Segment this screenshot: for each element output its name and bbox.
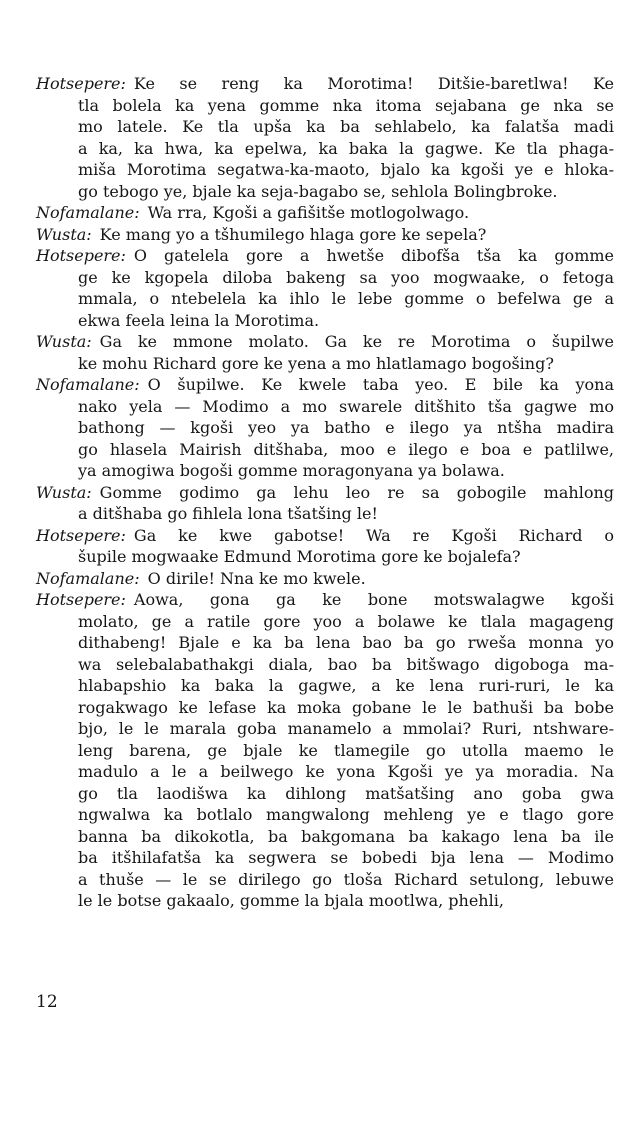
text-line	[36, 826, 614, 848]
text-line	[36, 202, 614, 224]
speaker-name: Nofamalane:	[36, 375, 140, 394]
line-text: ya amogiwa bogoši gomme moragonyana ya bolawa.	[78, 461, 505, 480]
line-text: dithabeng! Bjale e ka ba lena bao ba go rweša monna yo	[78, 633, 614, 652]
text-line	[36, 460, 614, 482]
line-text: miša Morotima segatwa-ka-maoto, bjalo ka kgoši ye e hloka-	[78, 160, 614, 179]
line-text: mo latele. Ke tla upša ka ba sehlabelo, ka falatša madi	[78, 117, 614, 136]
line-text: le le botse gakaalo, gomme la bjala mootlwa, phehli,	[78, 891, 504, 910]
text-line	[36, 589, 614, 611]
text-line	[36, 310, 614, 332]
text-line	[36, 245, 614, 267]
line-text: Gomme godimo ga lehu leo re sa gobogile mahlong	[99, 482, 614, 502]
text-line	[36, 181, 614, 203]
line-text: molato, ge a ratile gore yoo a bolawe ke tlala magageng	[78, 611, 614, 631]
text-line	[36, 890, 614, 912]
dialogue-entry	[36, 589, 614, 912]
speaker-name: Nofamalane:	[36, 203, 140, 222]
line-text: wa selebalabathakgi diala, bao ba bitšwago digoboga ma-	[78, 654, 614, 674]
text-line	[36, 546, 614, 568]
speaker-name: Wusta:	[36, 224, 92, 244]
text-line	[36, 847, 614, 869]
text-line	[36, 439, 614, 461]
speaker-name: Hotsepere:	[36, 246, 126, 265]
text-line	[36, 632, 614, 654]
text-line	[36, 869, 614, 891]
speaker-name: Wusta:	[36, 332, 92, 351]
line-text: ke mohu Richard gore ke yena a mo hlatlamago bogošing?	[78, 353, 554, 373]
line-text: ngwalwa ka botlalo mangwalong mehleng ye e tlago gore	[78, 805, 614, 824]
line-text: O dirile! Nna ke mo kwele.	[147, 568, 366, 588]
text-line	[36, 353, 614, 375]
line-text: tla bolela ka yena gomme nka itoma sejabana ge nka se	[78, 95, 614, 115]
text-line	[36, 740, 614, 762]
text-line	[36, 783, 614, 805]
speaker-name: Hotsepere:	[36, 74, 126, 93]
line-text: Ke mang yo a tšhumilego hlaga gore ke sepela?	[99, 224, 487, 244]
line-text: madulo a le a beilwego ke yona Kgoši ye ya moradia. Na	[78, 762, 614, 781]
line-text: go tebogo ye, bjale ka seja-bagabo se, sehlola Bolingbroke.	[78, 181, 558, 201]
line-text: ba itšhilafatša ka segwera se bobedi bja lena — Modimo	[78, 848, 614, 867]
line-text: Ga ke mmone molato. Ga ke re Morotima o šupilwe	[99, 332, 614, 351]
speaker-name: Hotsepere:	[36, 590, 126, 609]
dialogue-entry	[36, 331, 614, 374]
line-text: leng barena, ge bjale ke tlamegile go utolla maemo le	[78, 740, 614, 760]
text-line	[36, 116, 614, 138]
text-line	[36, 224, 614, 246]
line-text: mmala, o ntebelela ka ihlo le lebe gomme o befelwa ge a	[78, 289, 614, 308]
dialogue-entry	[36, 202, 614, 224]
line-text: bathong — kgoši yeo ya batho e ilego ya ntšha madira	[78, 418, 614, 437]
line-text: Aowa, gona ga ke bone motswalagwe kgoši	[133, 590, 614, 609]
line-text: Ga ke kwe gabotse! Wa re Kgoši Richard o	[133, 525, 614, 545]
line-text: ge ke kgopela diloba bakeng sa yoo mogwaake, o fetoga	[78, 267, 614, 287]
text-line	[36, 503, 614, 525]
text-line	[36, 73, 614, 95]
line-text: šupile mogwaake Edmund Morotima gore ke bojalefa?	[78, 547, 521, 566]
text-line	[36, 525, 614, 547]
text-line	[36, 288, 614, 310]
text-line	[36, 761, 614, 783]
line-text: a thuše — le se dirilego go tloša Richard setulong, lebuwe	[78, 869, 614, 889]
text-line	[36, 718, 614, 740]
line-text: rogakwago ke lefase ka moka gobane le le bathuši ba bobe	[78, 697, 614, 717]
speaker-name: Nofamalane:	[36, 568, 140, 588]
text-line	[36, 159, 614, 181]
text-line	[36, 804, 614, 826]
line-text: go tla laodišwa ka dihlong matšatšing ano goba gwa	[78, 783, 614, 803]
dialogue-entry	[36, 568, 614, 590]
speaker-name: Wusta:	[36, 482, 92, 502]
text-line	[36, 675, 614, 697]
text-line	[36, 482, 614, 504]
dialogue-entry	[36, 245, 614, 331]
text-line	[36, 374, 614, 396]
speaker-name: Hotsepere:	[36, 525, 126, 545]
line-text: O šupilwe. Ke kwele taba yeo. E bile ka yona	[147, 375, 614, 394]
dialogue-text	[36, 73, 614, 912]
text-line	[36, 138, 614, 160]
line-text: banna ba dikokotla, ba bakgomana ba kakago lena ba ile	[78, 826, 614, 846]
line-text: O gatelela gore a hwetše dibofša tša ka gomme	[133, 246, 614, 265]
text-line	[36, 654, 614, 676]
dialogue-entry	[36, 482, 614, 525]
line-text: nako yela — Modimo a mo swarele ditšhito tša gagwe mo	[78, 396, 614, 416]
text-line	[36, 417, 614, 439]
line-text: a ditšhaba go fihlela lona tšatšing le!	[78, 504, 378, 523]
text-line	[36, 697, 614, 719]
line-text: a ka, ka hwa, ka epelwa, ka baka la gagwe. Ke tla phaga-	[78, 138, 614, 158]
text-line	[36, 396, 614, 418]
line-text: go hlasela Mairish ditšhaba, moo e ilego e boa e patlilwe,	[78, 439, 614, 459]
text-line	[36, 331, 614, 353]
dialogue-entry	[36, 525, 614, 568]
dialogue-entry	[36, 73, 614, 202]
text-line	[36, 95, 614, 117]
line-text: hlabapshio ka baka la gagwe, a ke lena ruri-ruri, le ka	[78, 676, 614, 695]
text-line	[36, 267, 614, 289]
line-text: bjo, le le marala goba manamelo a mmolai? Ruri, ntshware-	[78, 719, 614, 738]
dialogue-entry	[36, 224, 614, 246]
line-text: ekwa feela leina la Morotima.	[78, 310, 320, 330]
line-text: Wa rra, Kgoši a gafišitše motlogolwago.	[147, 203, 470, 222]
text-line	[36, 568, 614, 590]
line-text: Ke se reng ka Morotima! Ditšie-baretlwa! Ke	[133, 74, 614, 93]
text-line	[36, 611, 614, 633]
dialogue-entry	[36, 374, 614, 482]
page-number: 12	[36, 992, 58, 1012]
